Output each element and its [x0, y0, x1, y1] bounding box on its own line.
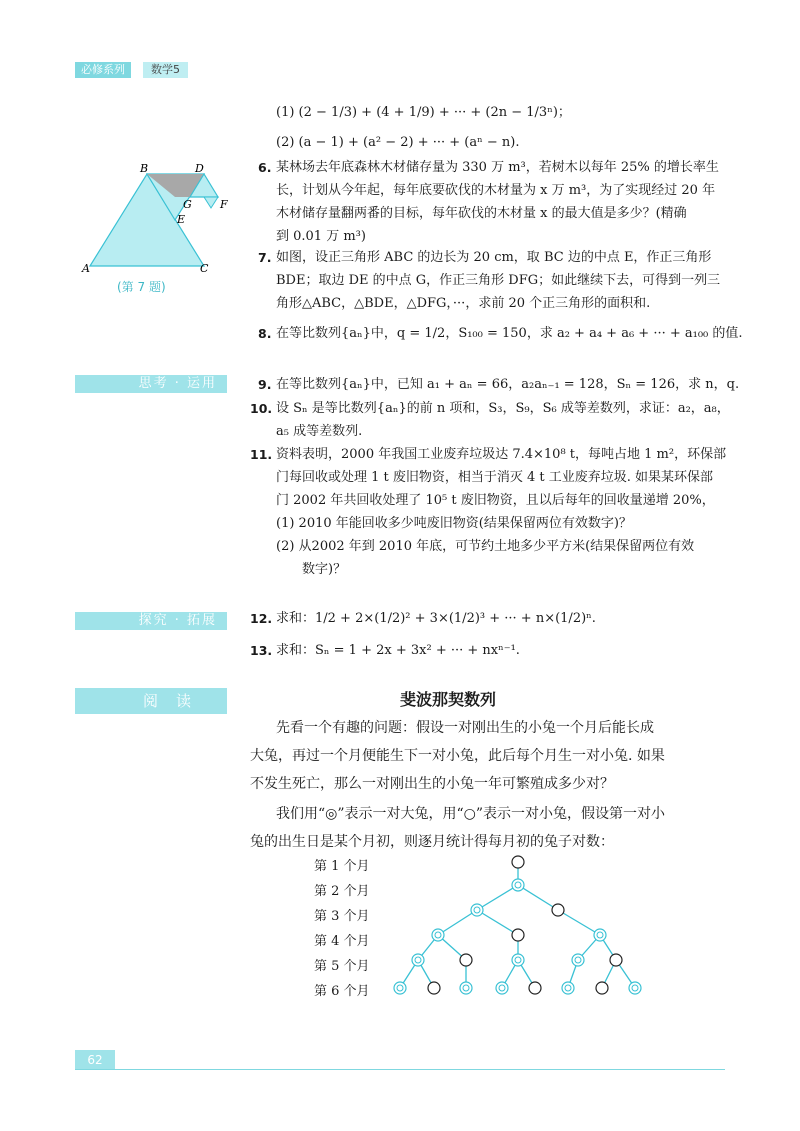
month-label: 第 4 个月: [314, 934, 370, 949]
month-label: 第 2 个月: [314, 884, 370, 899]
big-rabbit-node: [594, 929, 606, 941]
problem-11-sub-1: (1) 2010 年能回收多少吨废旧物资(结果保留两位有效数字)？: [276, 516, 632, 531]
big-rabbit-node: [496, 982, 508, 994]
problem-10-line-1: 设 Sₙ 是等比数列{aₙ}的前 n 项和，S₃，S₉，S₆ 成等差数列，求证：a₂，a₈，: [276, 401, 730, 416]
reading-para-2-line-1: 我们用“◎”表示一对大兔，用“○”表示一对小兔，假设第一对小: [276, 806, 666, 822]
big-rabbit-node: [629, 982, 641, 994]
label-d: D: [195, 162, 204, 175]
page-number: 62: [75, 1050, 115, 1070]
section-think: 思考 · 运用: [75, 375, 227, 393]
problem-11-line-3: 门 2002 年共回收处理了 10⁵ t 废旧物资，且以后每年的回收量递增 20%，: [276, 493, 715, 508]
problem-12-number: 12.: [250, 611, 273, 626]
problem-11-line-1: 资料表明，2000 年我国工业废弃垃圾达 7.4×10⁸ t，每吨占地 1 m²，环保部: [276, 447, 727, 462]
big-rabbit-node: [572, 954, 584, 966]
small-rabbit-node: [596, 982, 608, 994]
month-label: 第 5 个月: [314, 959, 370, 974]
footer-rule: [75, 1069, 725, 1070]
big-rabbit-node: [394, 982, 406, 994]
section-explore: 探究 · 拓展: [75, 612, 227, 630]
problem-9-number: 9.: [258, 377, 272, 392]
problem-11-number: 11.: [250, 447, 273, 462]
problem-8-line-1: 在等比数列{aₙ}中，q = 1/2，S₁₀₀ = 150，求 a₂ + a₄ + a₆ + ··· + a₁₀₀ 的值.: [276, 326, 743, 341]
reading-para-1-line-1: 先看一个有趣的问题：假设一对刚出生的小兔一个月后能长成: [276, 720, 654, 736]
problem-5-part-1: (1) (2 − 1/3) + (4 + 1/9) + ··· + (2n − 1/3ⁿ)；: [276, 105, 571, 120]
small-rabbit-node: [552, 904, 564, 916]
problem-10-number: 10.: [250, 401, 273, 416]
small-rabbit-node: [610, 954, 622, 966]
problem-6-line-3: 木材储存量翻两番的目标，每年砍伐的木材量 x 的最大值是多少？(精确: [276, 206, 687, 221]
series-tag: 必修系列: [75, 62, 131, 78]
problem-12: 求和：1/2 + 2×(1/2)² + 3×(1/2)³ + ··· + n×(1/2)ⁿ.: [276, 611, 596, 626]
month-label: 第 3 个月: [314, 909, 370, 924]
label-a: A: [82, 262, 90, 275]
rabbit-tree-diagram: [380, 848, 660, 1008]
big-rabbit-node: [432, 929, 444, 941]
figure-caption: (第 7 题): [117, 280, 166, 294]
problem-6-line-2: 长，计划从今年起，每年底要砍伐的木材量为 x 万 m³，为了实现经过 20 年: [276, 183, 716, 198]
problem-7-line-1: 如图，设正三角形 ABC 的边长为 20 cm，取 BC 边的中点 E，作正三角形: [276, 250, 712, 265]
big-rabbit-node: [512, 954, 524, 966]
reading-para-2-line-2: 兔的出生日是某个月初，则逐月统计得每月初的兔子对数：: [250, 834, 614, 850]
problem-11-sub-2b: 数字)？: [302, 562, 347, 577]
small-rabbit-node: [460, 954, 472, 966]
triangle-figure: [80, 160, 230, 275]
problem-6-line-1: 某林场去年底森林木材储存量为 330 万 m³，若树木以每年 25% 的增长率生: [276, 160, 719, 175]
section-read: 阅读: [75, 688, 227, 714]
triangle-small: [204, 197, 218, 208]
book-tag: 数学5: [143, 62, 188, 78]
small-rabbit-node: [428, 982, 440, 994]
problem-13-number: 13.: [250, 643, 273, 658]
problem-8-number: 8.: [258, 326, 272, 341]
label-c: C: [200, 262, 209, 275]
small-rabbit-node: [512, 929, 524, 941]
problem-6-line-4: 到 0.01 万 m³): [276, 229, 366, 244]
month-label: 第 6 个月: [314, 984, 370, 999]
reading-para-1-line-3: 不发生死亡，那么一对刚出生的小兔一年可繁殖成多少对？: [250, 776, 614, 792]
problem-9: 在等比数列{aₙ}中，已知 a₁ + aₙ = 66，a₂aₙ₋₁ = 128，Sₙ = 126，求 n，q.: [276, 377, 740, 392]
reading-title: 斐波那契数列: [400, 690, 497, 709]
problem-7-number: 7.: [258, 250, 272, 265]
month-label: 第 1 个月: [314, 859, 370, 874]
problem-6-number: 6.: [258, 160, 272, 175]
label-g: G: [183, 198, 192, 211]
big-rabbit-node: [412, 954, 424, 966]
problem-10-line-2: a₅ 成等差数列.: [276, 424, 363, 439]
small-rabbit-node: [512, 856, 524, 868]
small-rabbit-node: [529, 982, 541, 994]
problem-7-line-2: BDE；取边 DE 的中点 G，作正三角形 DFG；如此继续下去，可得到一列三: [276, 273, 721, 288]
problem-13: 求和：Sₙ = 1 + 2x + 3x² + ··· + nxⁿ⁻¹.: [276, 643, 520, 658]
big-rabbit-node: [460, 982, 472, 994]
label-e: E: [177, 213, 186, 226]
problem-11-sub-2a: (2) 从2002 年到 2010 年底，可节约土地多少平方米(结果保留两位有效: [276, 539, 695, 554]
problem-11-line-2: 门每回收或处理 1 t 废旧物资，相当于消灭 4 t 工业废弃垃圾. 如果某环保部: [276, 470, 714, 485]
label-f: F: [220, 198, 228, 211]
big-rabbit-node: [562, 982, 574, 994]
reading-para-1-line-2: 大兔，再过一个月便能生下一对小兔，此后每个月生一对小兔. 如果: [250, 748, 665, 764]
big-rabbit-node: [512, 879, 524, 891]
big-rabbit-node: [471, 904, 483, 916]
problem-7-line-3: 角形△ABC，△BDE，△DFG，···，求前 20 个正三角形的面积和.: [276, 296, 651, 311]
problem-5-part-2: (2) (a − 1) + (a² − 2) + ··· + (aⁿ − n).: [276, 135, 520, 150]
label-b: B: [140, 162, 149, 175]
